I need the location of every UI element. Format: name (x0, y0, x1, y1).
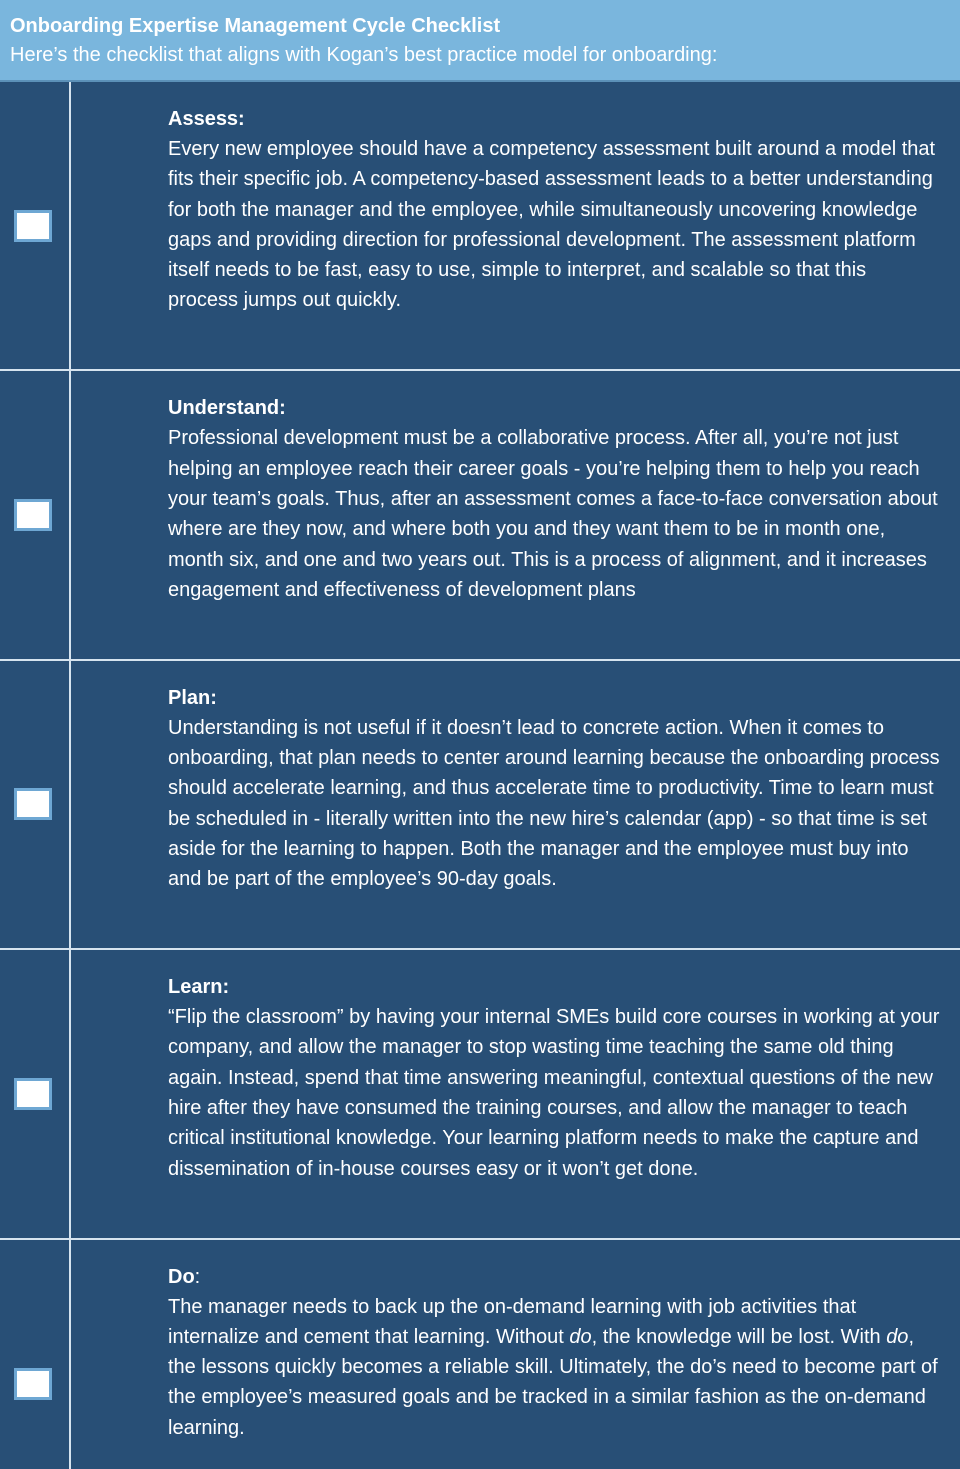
item-content (71, 82, 960, 369)
checkbox-learn[interactable] (14, 1078, 52, 1110)
checklist-rows (0, 82, 960, 1469)
item-body-assess: Every new employee should have a competency assessment built around a model that fits their specific job. A competency-based assessment leads to a better understanding for both the manager and the employee, while simultaneously uncovering knowledge gaps and providing direction for professional development. The assessment platform itself needs to be fast, easy to use, simple to interpret, and scalable so that this process jumps out quickly. (168, 138, 936, 312)
item-content (71, 661, 960, 948)
checklist-row-do (0, 1240, 960, 1469)
checkbox-cell (0, 661, 71, 948)
checkbox-cell (0, 950, 71, 1237)
item-title-assess: Assess: (168, 108, 245, 130)
item-title-learn: Learn: (168, 976, 230, 999)
checklist-header (0, 0, 960, 82)
checkbox-cell (0, 82, 71, 369)
emphasis-do: do (886, 1325, 909, 1348)
item-title-plan: Plan: (168, 686, 217, 709)
checklist-row-assess (0, 82, 960, 371)
checkbox-do[interactable] (14, 1368, 52, 1400)
emphasis-do: do (569, 1325, 592, 1348)
checkbox-assess[interactable] (14, 210, 52, 242)
checkbox-plan[interactable] (14, 788, 52, 820)
item-body-do: The manager needs to back up the on-demand learning with job activities that internalize and cement that learning. Without do, the knowledge will be lost. With do, the lessons quickly becomes a reliable skill. Ultimately, the do’s need to become part of the employee’s measured goals and be tracked in a similar fashion as the on-demand learning. (168, 1295, 938, 1439)
checkbox-cell (0, 371, 71, 658)
item-body-plan: Understanding is not useful if it doesn’t lead to concrete action. When it comes to onboarding, that plan needs to center around learning because the onboarding process should accelerate learning, and thus accelerate time to productivity. Time to learn must be scheduled in - literally written into the new hire’s calendar (app) - so that time is set aside for the learning to happen. Both the manager and the employee must buy into and be part of the employee’s 90-day goals. (168, 716, 940, 891)
checklist-row-learn (0, 950, 960, 1239)
item-title-do: Do: (168, 1265, 201, 1288)
item-body-understand: Professional development must be a collaborative process. After all, you’re not just helping an employee reach their career goals - you’re helping them to help you reach your team’s goals. Thus, after an assessment comes a face-to-face conversation about where are they now, and where both you and they want them to be in month one, month six, and one and two years out. This is a process of alignment, and it increases engagement and effectiveness of development plans (168, 427, 938, 601)
item-body-learn: “Flip the classroom” by having your internal SMEs build core courses in working at your company, and allow the manager to stop wasting time teaching the same old thing again. Instead, spend that time answering meaningful, contextual questions of the new hire after they have consumed the training courses, and allow the manager to teach critical institutional knowledge. Your learning platform needs to make the capture and dissemination of in-house courses easy or it won’t get done. (168, 1006, 940, 1180)
item-title-understand: Understand: (168, 397, 286, 420)
checklist-row-understand (0, 371, 960, 660)
item-content (71, 371, 960, 658)
checkbox-understand[interactable] (14, 499, 52, 531)
item-content (71, 950, 960, 1237)
item-content (71, 1240, 960, 1469)
checklist-subtitle: Here’s the checklist that aligns with Kogan’s best practice model for onboarding: (10, 44, 718, 66)
checklist-title: Onboarding Expertise Management Cycle Checklist (10, 15, 501, 37)
checklist-row-plan (0, 661, 960, 950)
checkbox-cell (0, 1240, 71, 1469)
